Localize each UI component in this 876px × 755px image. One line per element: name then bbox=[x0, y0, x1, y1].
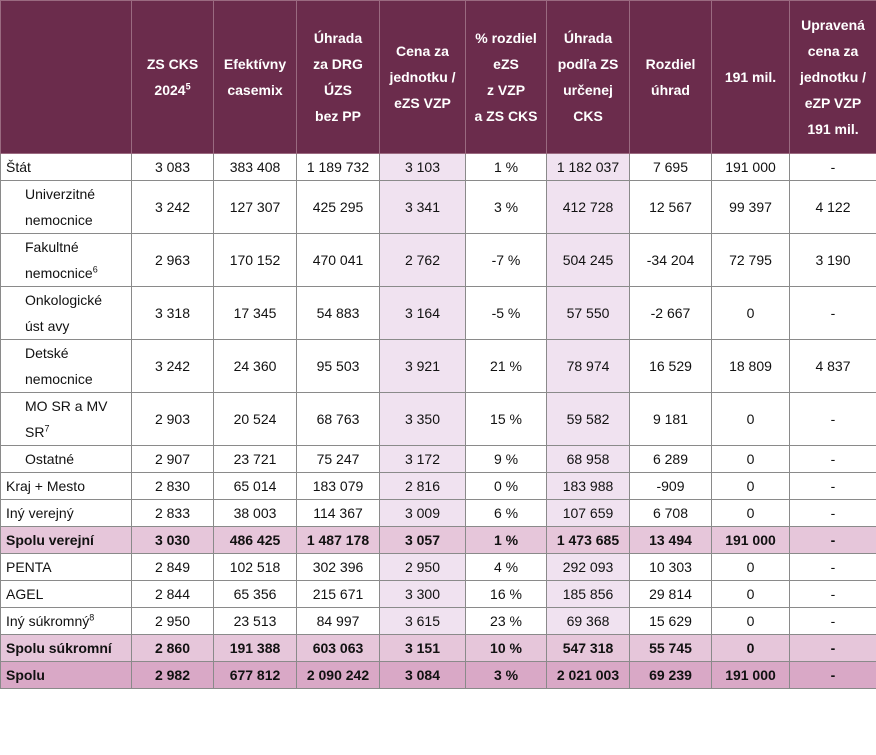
table-cell: 2 903 bbox=[132, 393, 214, 446]
table-cell: 191 388 bbox=[214, 635, 297, 662]
table-cell: 0 bbox=[712, 500, 790, 527]
table-row bbox=[1, 500, 876, 527]
table-cell: 3 921 bbox=[380, 340, 466, 393]
header-label: Cena za jednotku / eZS VZP bbox=[389, 43, 456, 111]
row-label bbox=[1, 446, 132, 473]
table-cell: 302 396 bbox=[297, 554, 380, 581]
table-row bbox=[1, 554, 876, 581]
table-cell: 4 122 bbox=[790, 181, 876, 234]
table-cell: 3 242 bbox=[132, 181, 214, 234]
table-cell: 13 494 bbox=[630, 527, 712, 554]
header-label: Úhrada za DRG ÚZS bez PP bbox=[313, 30, 363, 124]
row-label bbox=[1, 154, 132, 181]
table-cell: 3 057 bbox=[380, 527, 466, 554]
table-cell: 68 958 bbox=[547, 446, 630, 473]
table-cell: 107 659 bbox=[547, 500, 630, 527]
payment-by-cks-header bbox=[547, 1, 630, 154]
table-cell: 2 950 bbox=[132, 608, 214, 635]
row-label bbox=[1, 340, 132, 393]
row-label bbox=[1, 662, 132, 689]
table-cell: 4 837 bbox=[790, 340, 876, 393]
table-cell: 54 883 bbox=[297, 287, 380, 340]
table-cell: 2 830 bbox=[132, 473, 214, 500]
table-cell: 0 bbox=[712, 393, 790, 446]
table-cell: 3 103 bbox=[380, 154, 466, 181]
table-cell: 127 307 bbox=[214, 181, 297, 234]
table-cell: 3 242 bbox=[132, 340, 214, 393]
table-cell: 2 021 003 bbox=[547, 662, 630, 689]
row-label bbox=[1, 500, 132, 527]
table-cell: 1 473 685 bbox=[547, 527, 630, 554]
table-cell: 9 181 bbox=[630, 393, 712, 446]
table-cell: 3 172 bbox=[380, 446, 466, 473]
table-cell: 99 397 bbox=[712, 181, 790, 234]
row-label bbox=[1, 393, 132, 446]
table-cell: 65 356 bbox=[214, 581, 297, 608]
table-row bbox=[1, 581, 876, 608]
table-cell: 0 bbox=[712, 287, 790, 340]
table-cell: 383 408 bbox=[214, 154, 297, 181]
table-cell: 3 350 bbox=[380, 393, 466, 446]
header-label: % rozdiel eZS z VZP a ZS CKS bbox=[474, 30, 538, 124]
adjusted-unit-price-header bbox=[790, 1, 876, 154]
table-cell: 2 849 bbox=[132, 554, 214, 581]
row-label bbox=[1, 608, 132, 635]
subtotal-row bbox=[1, 527, 876, 554]
table-cell: -34 204 bbox=[630, 234, 712, 287]
table-cell: 0 bbox=[712, 554, 790, 581]
table-cell: 677 812 bbox=[214, 662, 297, 689]
table-cell: 191 000 bbox=[712, 527, 790, 554]
table-cell: 6 289 bbox=[630, 446, 712, 473]
table-cell: 1 % bbox=[466, 527, 547, 554]
table-cell: 183 079 bbox=[297, 473, 380, 500]
table-cell: 68 763 bbox=[297, 393, 380, 446]
table-cell: 7 695 bbox=[630, 154, 712, 181]
row-label-header bbox=[1, 1, 132, 154]
table-cell: 16 529 bbox=[630, 340, 712, 393]
table-cell: 3 009 bbox=[380, 500, 466, 527]
row-label-text: Ostatné bbox=[25, 451, 75, 467]
table-cell: 24 360 bbox=[214, 340, 297, 393]
header-label: Rozdiel úhrad bbox=[645, 56, 696, 98]
table-cell: 292 093 bbox=[547, 554, 630, 581]
table-cell: 183 988 bbox=[547, 473, 630, 500]
table-cell: 2 963 bbox=[132, 234, 214, 287]
table-cell: 16 % bbox=[466, 581, 547, 608]
table-cell: 425 295 bbox=[297, 181, 380, 234]
footnote-marker: 8 bbox=[89, 612, 95, 623]
table-cell: 15 % bbox=[466, 393, 547, 446]
table-cell: 0 bbox=[712, 581, 790, 608]
table-cell: 3 030 bbox=[132, 527, 214, 554]
table-row bbox=[1, 154, 876, 181]
table-cell: 3 615 bbox=[380, 608, 466, 635]
table-row bbox=[1, 340, 876, 393]
table-row bbox=[1, 473, 876, 500]
table-cell: 3 190 bbox=[790, 234, 876, 287]
table-body bbox=[1, 154, 876, 689]
drg-payment-header bbox=[297, 1, 380, 154]
table-cell: 412 728 bbox=[547, 181, 630, 234]
table-cell: 23 721 bbox=[214, 446, 297, 473]
table-cell: 3 084 bbox=[380, 662, 466, 689]
footnote-marker: 6 bbox=[92, 264, 98, 275]
header-label: 191 mil. bbox=[724, 69, 777, 85]
total-row bbox=[1, 662, 876, 689]
table-row bbox=[1, 287, 876, 340]
table-cell: 72 795 bbox=[712, 234, 790, 287]
row-label-text: MO SR a MV $SR^7$ bbox=[25, 398, 108, 440]
row-label-text: Iný verejný bbox=[6, 505, 74, 521]
table-cell: 1 189 732 bbox=[297, 154, 380, 181]
header-label: Úhrada podľa ZS určenej CKS bbox=[557, 30, 619, 124]
table-cell: - bbox=[790, 527, 876, 554]
table-cell: 603 063 bbox=[297, 635, 380, 662]
table-cell: 0 bbox=[712, 446, 790, 473]
row-label bbox=[1, 554, 132, 581]
table-cell: - bbox=[790, 287, 876, 340]
header-label: ZS CKS 2024$^5$ bbox=[146, 56, 199, 98]
table-cell: - bbox=[790, 473, 876, 500]
191-mil-header bbox=[712, 1, 790, 154]
table-cell: 486 425 bbox=[214, 527, 297, 554]
row-label-text: Onkologické úst avy bbox=[25, 292, 103, 334]
table-cell: 15 629 bbox=[630, 608, 712, 635]
row-label bbox=[1, 635, 132, 662]
table-cell: 3 % bbox=[466, 662, 547, 689]
table-cell: 69 239 bbox=[630, 662, 712, 689]
table-cell: 215 671 bbox=[297, 581, 380, 608]
table-cell: 12 567 bbox=[630, 181, 712, 234]
table-row bbox=[1, 446, 876, 473]
table-row bbox=[1, 393, 876, 446]
row-label-text: Detské nemocnice bbox=[25, 345, 93, 387]
table-cell: 1 % bbox=[466, 154, 547, 181]
table-cell: 185 856 bbox=[547, 581, 630, 608]
table-cell: - bbox=[790, 662, 876, 689]
table-cell: 3 300 bbox=[380, 581, 466, 608]
table-cell: -5 % bbox=[466, 287, 547, 340]
table-cell: 191 000 bbox=[712, 154, 790, 181]
table-cell: 3 164 bbox=[380, 287, 466, 340]
table-cell: 2 816 bbox=[380, 473, 466, 500]
table-cell: 3 151 bbox=[380, 635, 466, 662]
footnote-marker: 5 bbox=[185, 81, 191, 92]
table-row bbox=[1, 608, 876, 635]
row-label bbox=[1, 527, 132, 554]
table-cell: 57 550 bbox=[547, 287, 630, 340]
table-cell: 0 % bbox=[466, 473, 547, 500]
table-cell: 470 041 bbox=[297, 234, 380, 287]
table-cell: 0 bbox=[712, 473, 790, 500]
table-cell: 21 % bbox=[466, 340, 547, 393]
row-label-text: Spolu súkromní bbox=[6, 640, 112, 656]
row-label-text: Iný súkromný$^8$ bbox=[6, 612, 95, 629]
subtotal-row bbox=[1, 635, 876, 662]
table-cell: 102 518 bbox=[214, 554, 297, 581]
table-cell: 504 245 bbox=[547, 234, 630, 287]
table-cell: - bbox=[790, 554, 876, 581]
table-cell: 2 833 bbox=[132, 500, 214, 527]
table-cell: 1 487 178 bbox=[297, 527, 380, 554]
table-row bbox=[1, 181, 876, 234]
zs-cks-2024-header bbox=[132, 1, 214, 154]
table-cell: 3 083 bbox=[132, 154, 214, 181]
table-cell: 547 318 bbox=[547, 635, 630, 662]
table-cell: 18 809 bbox=[712, 340, 790, 393]
table-cell: - bbox=[790, 608, 876, 635]
table-cell: - bbox=[790, 581, 876, 608]
row-label-text: PENTA bbox=[6, 559, 52, 575]
table-cell: 3 341 bbox=[380, 181, 466, 234]
table-cell: 65 014 bbox=[214, 473, 297, 500]
table-cell: 75 247 bbox=[297, 446, 380, 473]
table-cell: 3 % bbox=[466, 181, 547, 234]
payment-difference-header bbox=[630, 1, 712, 154]
effective-casemix-header bbox=[214, 1, 297, 154]
table-row bbox=[1, 234, 876, 287]
row-label-text: Spolu bbox=[6, 667, 45, 683]
row-label bbox=[1, 473, 132, 500]
table-cell: 17 345 bbox=[214, 287, 297, 340]
row-label bbox=[1, 234, 132, 287]
table-cell: 2 762 bbox=[380, 234, 466, 287]
table-cell: 6 708 bbox=[630, 500, 712, 527]
table-cell: 2 950 bbox=[380, 554, 466, 581]
table-cell: 0 bbox=[712, 608, 790, 635]
table-cell: 69 368 bbox=[547, 608, 630, 635]
table-cell: - bbox=[790, 154, 876, 181]
table-cell: 23 513 bbox=[214, 608, 297, 635]
table-cell: 59 582 bbox=[547, 393, 630, 446]
table-cell: -7 % bbox=[466, 234, 547, 287]
table-cell: 114 367 bbox=[297, 500, 380, 527]
table-cell: 38 003 bbox=[214, 500, 297, 527]
table-cell: - bbox=[790, 446, 876, 473]
table-cell: 6 % bbox=[466, 500, 547, 527]
table-cell: - bbox=[790, 500, 876, 527]
unit-price-header bbox=[380, 1, 466, 154]
table-cell: 10 303 bbox=[630, 554, 712, 581]
footnote-marker: 7 bbox=[44, 423, 50, 434]
row-label bbox=[1, 581, 132, 608]
table-cell: 3 318 bbox=[132, 287, 214, 340]
table-cell: 191 000 bbox=[712, 662, 790, 689]
row-label-text: Kraj + Mesto bbox=[6, 478, 85, 494]
row-label-text: Fakultné nemocnice$^6$ bbox=[25, 239, 98, 281]
table-cell: 170 152 bbox=[214, 234, 297, 287]
header-row bbox=[1, 1, 876, 154]
table-cell: 20 524 bbox=[214, 393, 297, 446]
table-cell: 2 907 bbox=[132, 446, 214, 473]
table-cell: - bbox=[790, 393, 876, 446]
table-cell: 2 090 242 bbox=[297, 662, 380, 689]
table-cell: 10 % bbox=[466, 635, 547, 662]
table-cell: -909 bbox=[630, 473, 712, 500]
table-cell: 0 bbox=[712, 635, 790, 662]
row-label-text: AGEL bbox=[6, 586, 44, 602]
table-cell: 95 503 bbox=[297, 340, 380, 393]
row-label bbox=[1, 287, 132, 340]
table-cell: 9 % bbox=[466, 446, 547, 473]
table-cell: - bbox=[790, 635, 876, 662]
table-cell: 4 % bbox=[466, 554, 547, 581]
table-cell: 55 745 bbox=[630, 635, 712, 662]
row-label-text: Štát bbox=[6, 159, 31, 175]
table-cell: 84 997 bbox=[297, 608, 380, 635]
table-cell: -2 667 bbox=[630, 287, 712, 340]
percent-difference-header bbox=[466, 1, 547, 154]
table-cell: 2 982 bbox=[132, 662, 214, 689]
row-label-text: Univerzitné nemocnice bbox=[25, 186, 96, 228]
header-label: Efektívny casemix bbox=[223, 56, 287, 98]
table-cell: 1 182 037 bbox=[547, 154, 630, 181]
row-label-text: Spolu verejní bbox=[6, 532, 94, 548]
table-cell: 23 % bbox=[466, 608, 547, 635]
table-cell: 29 814 bbox=[630, 581, 712, 608]
header-label: Upravená cena za jednotku / eZP VZP 191 mil. bbox=[799, 17, 867, 137]
table-cell: 2 860 bbox=[132, 635, 214, 662]
table-cell: 78 974 bbox=[547, 340, 630, 393]
table-cell: 2 844 bbox=[132, 581, 214, 608]
row-label bbox=[1, 181, 132, 234]
